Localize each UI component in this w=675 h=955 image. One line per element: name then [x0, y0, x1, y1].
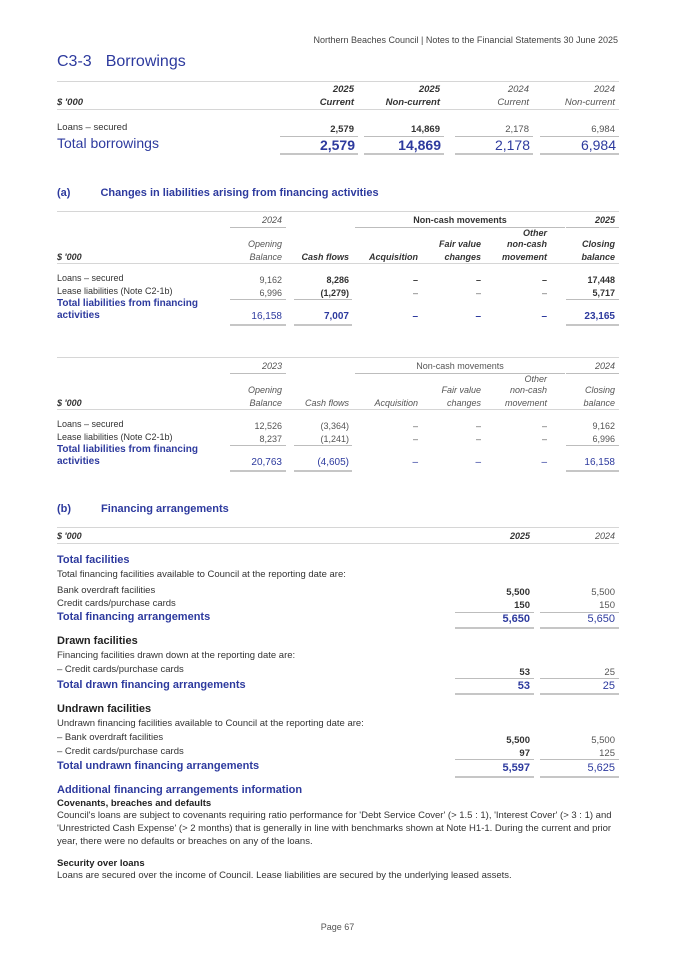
underline: [294, 299, 352, 300]
open-year: 2024: [261, 215, 282, 225]
note-title-text: Borrowings: [105, 53, 186, 70]
double-underline: [540, 153, 619, 155]
close-year: 2024: [594, 361, 615, 371]
double-underline: [230, 470, 286, 472]
total-value: –: [475, 311, 481, 322]
col-fairvalue: changes: [444, 252, 481, 262]
col-closing: Closing: [584, 385, 615, 395]
col-cashflows: Cash flows: [301, 252, 349, 262]
cell-value: –: [412, 275, 418, 285]
double-underline: [566, 324, 619, 326]
cell-value: –: [541, 288, 547, 298]
section-b-heading: [57, 503, 229, 515]
total-label: Total drawn financing arrangements: [57, 679, 246, 691]
unit-label: $ '000: [57, 97, 84, 108]
row-label: – Credit cards/purchase cards: [57, 664, 184, 675]
underline: [566, 445, 619, 446]
unit-label: $ '000: [57, 398, 82, 408]
col-label: Non-current: [385, 97, 440, 108]
section-a-heading: [57, 187, 379, 199]
total-value: 5,625: [587, 762, 615, 774]
cell-value: 25: [604, 667, 615, 678]
total-label: Total financing arrangements: [57, 611, 211, 623]
cell-value: –: [412, 434, 418, 444]
cell-value: 5,500: [506, 735, 530, 746]
total-value: 25: [602, 680, 615, 692]
total-value: (4,605): [317, 457, 349, 468]
cell-value: 17,448: [587, 275, 615, 285]
total-value: 5,650: [587, 613, 615, 625]
cell-value: 125: [599, 748, 615, 759]
cell-value: 5,500: [591, 735, 615, 746]
cell-value: 2,579: [330, 124, 354, 135]
cell-value: –: [541, 434, 547, 444]
noncash-label: Non-cash movements: [413, 215, 507, 225]
col-year: 2025: [332, 84, 354, 95]
total-value: 16,158: [251, 311, 282, 322]
group-intro: Undrawn financing facilities available to Council at the reporting date are:: [57, 718, 364, 729]
total-label-line: Total liabilities from financing: [57, 298, 198, 309]
group-heading: Undrawn facilities: [57, 703, 152, 715]
total-value: 2,579: [319, 137, 355, 153]
cell-value: 8,237: [259, 434, 282, 444]
total-value: 14,869: [398, 137, 441, 153]
additional-heading: Additional financing arrangements information: [57, 784, 303, 796]
col-cashflows: Cash flows: [304, 398, 349, 408]
cell-value: –: [412, 421, 418, 431]
cell-value: 97: [519, 748, 530, 759]
double-underline: [455, 693, 534, 695]
unit-label: $ '000: [57, 531, 82, 541]
cell-value: –: [412, 288, 418, 298]
total-value: 53: [517, 680, 530, 692]
col-other: non-cash: [509, 385, 547, 395]
total-value: 5,650: [502, 613, 530, 625]
double-underline: [230, 324, 286, 326]
total-label-line: activities: [57, 310, 100, 321]
cell-value: (3,364): [320, 421, 349, 431]
covenants-heading: Covenants, breaches and defaults: [57, 798, 212, 809]
group-heading: Total facilities: [57, 554, 130, 566]
col-fairvalue: Fair value: [438, 239, 481, 249]
double-underline: [294, 324, 352, 326]
cell-value: 53: [519, 667, 530, 678]
total-value: 2,178: [494, 137, 530, 153]
covenants-text: Council's loans are subject to covenants requiring ratio performance for 'Debt Service Cover' (> 1.5 : 1), 'Interest Cover' (> 3 : 1) and 'Unrestricted Cash Expense' (> 2 months) that is generally in line with benchmarks shown at Note H1-1. During the current and prior year, there were no defaults or breaches on any of the loans.: [57, 810, 612, 847]
underline: [230, 299, 286, 300]
cell-value: 8,286: [326, 275, 349, 285]
underline: [540, 759, 619, 760]
security-text: Loans are secured over the income of Council. Lease liabilities are secured by the underlying leased assets.: [57, 870, 512, 881]
cell-value: 6,984: [591, 124, 615, 135]
divider: [57, 527, 619, 528]
cell-value: 150: [599, 600, 615, 611]
security-heading: Security over loans: [57, 858, 145, 869]
row-label: Loans – secured: [57, 122, 128, 133]
total-label: Total borrowings: [57, 135, 159, 151]
col-opening: Balance: [249, 398, 282, 408]
total-value: –: [541, 311, 547, 322]
cell-value: 6,996: [592, 434, 615, 444]
section-title: Changes in liabilities arising from financing activities: [100, 187, 379, 199]
cell-value: 5,717: [592, 288, 615, 298]
underline: [455, 678, 534, 679]
row-label: Loans – secured: [57, 273, 124, 283]
col-year: 2024: [593, 84, 615, 95]
col-other: movement: [504, 398, 547, 408]
double-underline: [364, 153, 444, 155]
divider: [57, 543, 619, 544]
total-label: Total undrawn financing arrangements: [57, 760, 260, 772]
underline: [455, 759, 534, 760]
page-number: Page 67: [320, 922, 355, 932]
cell-value: 14,869: [410, 124, 440, 135]
col-acquisition: Acquisition: [374, 398, 418, 408]
col-fairvalue: Fair value: [441, 385, 481, 395]
cell-value: 5,500: [506, 587, 530, 598]
total-label: [57, 298, 198, 322]
row-label: – Credit cards/purchase cards: [57, 746, 184, 757]
double-underline: [280, 153, 358, 155]
col-label: Non-current: [564, 97, 615, 108]
underline: [540, 678, 619, 679]
group-intro: Financing facilities drawn down at the reporting date are:: [57, 650, 296, 661]
section-title: Financing arrangements: [101, 503, 229, 515]
total-value: 16,158: [584, 457, 615, 468]
divider: [230, 373, 286, 374]
total-value: 20,763: [251, 457, 282, 468]
cell-value: –: [475, 434, 481, 444]
underline: [566, 299, 619, 300]
row-label: Credit cards/purchase cards: [57, 598, 176, 609]
double-underline: [455, 776, 534, 778]
cell-value: –: [475, 421, 481, 431]
col-closing: balance: [583, 398, 615, 408]
cell-value: (1,241): [320, 434, 349, 444]
total-label: [57, 444, 198, 468]
double-underline: [540, 776, 619, 778]
row-label: Lease liabilities (Note C2-1b): [57, 432, 173, 442]
total-value: –: [475, 457, 481, 468]
cell-value: 5,500: [591, 587, 615, 598]
row-label: Bank overdraft facilities: [57, 585, 156, 596]
cell-value: 12,526: [254, 421, 282, 431]
col-year-prior: 2024: [594, 531, 615, 541]
divider: [57, 109, 619, 110]
divider: [230, 227, 286, 228]
divider: [57, 409, 619, 410]
total-label-line: Total liabilities from financing: [57, 444, 198, 455]
cell-value: (1,279): [320, 288, 349, 298]
total-value: 5,597: [502, 762, 530, 774]
cell-value: 9,162: [592, 421, 615, 431]
unit-label: $ '000: [57, 252, 82, 262]
col-opening: Opening: [247, 385, 282, 395]
note-number: C3-3: [57, 53, 92, 70]
double-underline: [455, 627, 534, 629]
col-year: 2024: [507, 84, 529, 95]
total-value: –: [412, 311, 418, 322]
col-opening: Balance: [249, 252, 282, 262]
col-year-current: 2025: [509, 531, 530, 541]
col-other: non-cash: [506, 239, 547, 249]
cell-value: 150: [514, 600, 530, 611]
close-year: 2025: [594, 215, 615, 225]
double-underline: [294, 470, 352, 472]
double-underline: [566, 470, 619, 472]
divider: [566, 227, 619, 228]
total-value: 23,165: [584, 311, 615, 322]
double-underline: [540, 627, 619, 629]
col-other: movement: [501, 252, 547, 262]
col-label: Current: [497, 97, 529, 108]
group-intro: Total financing facilities available to Council at the reporting date are:: [57, 569, 346, 580]
col-closing: balance: [581, 252, 615, 262]
divider: [57, 263, 619, 264]
section-letter: (a): [57, 187, 71, 199]
divider: [57, 211, 619, 212]
double-underline: [540, 693, 619, 695]
noncash-label: Non-cash movements: [416, 361, 504, 371]
col-other: Other: [524, 374, 547, 384]
double-underline: [455, 153, 533, 155]
divider: [566, 373, 619, 374]
section-letter: (b): [57, 503, 72, 515]
divider: [57, 357, 619, 358]
note-title: [57, 53, 186, 71]
underline: [230, 445, 286, 446]
col-opening: Opening: [247, 239, 282, 249]
col-label: Current: [319, 97, 354, 108]
total-label-line: activities: [57, 456, 100, 467]
total-value: –: [412, 457, 418, 468]
cell-value: 9,162: [259, 275, 282, 285]
col-other: Other: [522, 228, 547, 238]
total-value: 7,007: [323, 311, 349, 322]
col-year: 2025: [418, 84, 440, 95]
cell-value: 6,996: [259, 288, 282, 298]
cell-value: –: [475, 288, 481, 298]
row-label: Loans – secured: [57, 419, 124, 429]
cell-value: –: [475, 275, 481, 285]
col-fairvalue: changes: [446, 398, 481, 408]
cell-value: 2,178: [505, 124, 529, 135]
underline: [294, 445, 352, 446]
group-heading: Drawn facilities: [57, 635, 138, 647]
open-year: 2023: [261, 361, 282, 371]
total-value: –: [541, 457, 547, 468]
cell-value: –: [541, 421, 547, 431]
row-label: – Bank overdraft facilities: [57, 732, 164, 743]
divider: [57, 81, 619, 82]
col-closing: Closing: [582, 239, 615, 249]
running-header: Northern Beaches Council | Notes to the Financial Statements 30 June 2025: [313, 35, 618, 45]
row-label: Lease liabilities (Note C2-1b): [57, 286, 173, 296]
total-value: 6,984: [580, 137, 616, 153]
cell-value: –: [541, 275, 547, 285]
col-acquisition: Acquisition: [369, 252, 418, 262]
